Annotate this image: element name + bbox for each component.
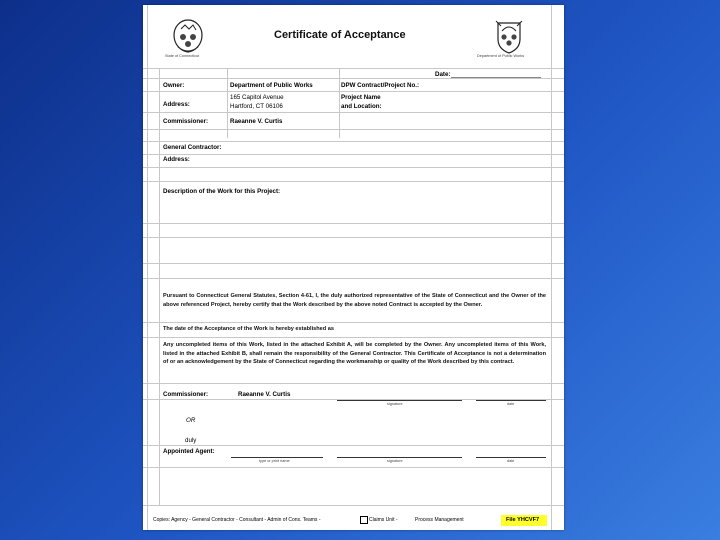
agent-signature-caption: signature	[387, 459, 403, 463]
address-label: Address:	[163, 101, 190, 108]
claims-unit: Claims Unit -	[369, 517, 398, 523]
owner-value: Department of Public Works	[230, 82, 313, 89]
agent-name-line[interactable]	[231, 457, 323, 458]
address-line1: 165 Capitol Avenue	[230, 94, 284, 101]
date-line[interactable]	[451, 77, 541, 78]
project-name-label: Project Name	[341, 94, 381, 101]
date-label: Date:	[435, 71, 451, 78]
copies-distribution: Copies: Agency - General Contractor - Consultant - Admin of Cons. Teams -	[153, 517, 321, 523]
commissioner-date-line[interactable]	[476, 400, 546, 401]
file-reference: File YHCVF7	[506, 517, 540, 523]
owner-label: Owner:	[163, 82, 185, 89]
agent-date-line[interactable]	[476, 457, 546, 458]
address-line2: Hartford, CT 06106	[230, 103, 283, 110]
dpw-seal-icon	[492, 17, 526, 55]
signature-commissioner-label: Commissioner:	[163, 391, 209, 398]
page-title: Certificate of Acceptance	[274, 29, 406, 41]
or-label: OR	[186, 417, 196, 424]
certificate-page	[143, 5, 564, 530]
claims-checkbox[interactable]	[360, 516, 368, 524]
appointed-agent-label: Appointed Agent:	[163, 448, 215, 455]
duly-label: duly	[185, 437, 197, 444]
acceptance-date-statement: The date of the Acceptance of the Work is hereby established as	[163, 326, 334, 332]
dpw-seal-caption: Department of Public Works	[477, 54, 525, 58]
project-location-label: and Location:	[341, 103, 382, 110]
state-seal-caption: State of Connecticut	[165, 54, 200, 58]
agent-name-caption: type or print name	[259, 459, 290, 463]
description-label: Description of the Work for this Project:	[163, 188, 281, 195]
certification-paragraph: Pursuant to Connecticut General Statutes, Section 4-61, I, the duly authorized representative of the State of Connecticut and the Owner of the above referenced Project, hereby certify that the Work described by the above noted Contract is accepted by the Owner.	[163, 293, 546, 308]
agent-signature-line[interactable]	[337, 457, 462, 458]
contract-number-label: DPW Contract/Project No.:	[341, 82, 420, 89]
general-contractor-label: General Contractor:	[163, 144, 222, 151]
contractor-address-label: Address:	[163, 156, 190, 163]
state-seal-icon	[170, 17, 206, 55]
commissioner-label: Commissioner:	[163, 118, 209, 125]
agent-date-caption: date	[507, 459, 515, 463]
uncompleted-items-paragraph: Any uncompleted items of this Work, listed in the attached Exhibit A, will be completed by the Owner. Any uncompleted items of this Work, listed in the attached Exhibit B, shall remain the responsibility of the General Contractor. This Certificate of Acceptance is not a determination of or an acknowledgement by the State of Connecticut regarding the workmanship or quality of the Work described by this contract.	[163, 342, 546, 365]
commissioner-signature-line[interactable]	[337, 400, 462, 401]
process-management: Process Management	[415, 517, 464, 523]
commissioner-value: Raeanne V. Curtis	[230, 118, 283, 125]
signature-commissioner-name: Raeanne V. Curtis	[238, 391, 291, 398]
commissioner-signature-caption: signature	[387, 402, 403, 406]
commissioner-date-caption: date	[507, 402, 515, 406]
